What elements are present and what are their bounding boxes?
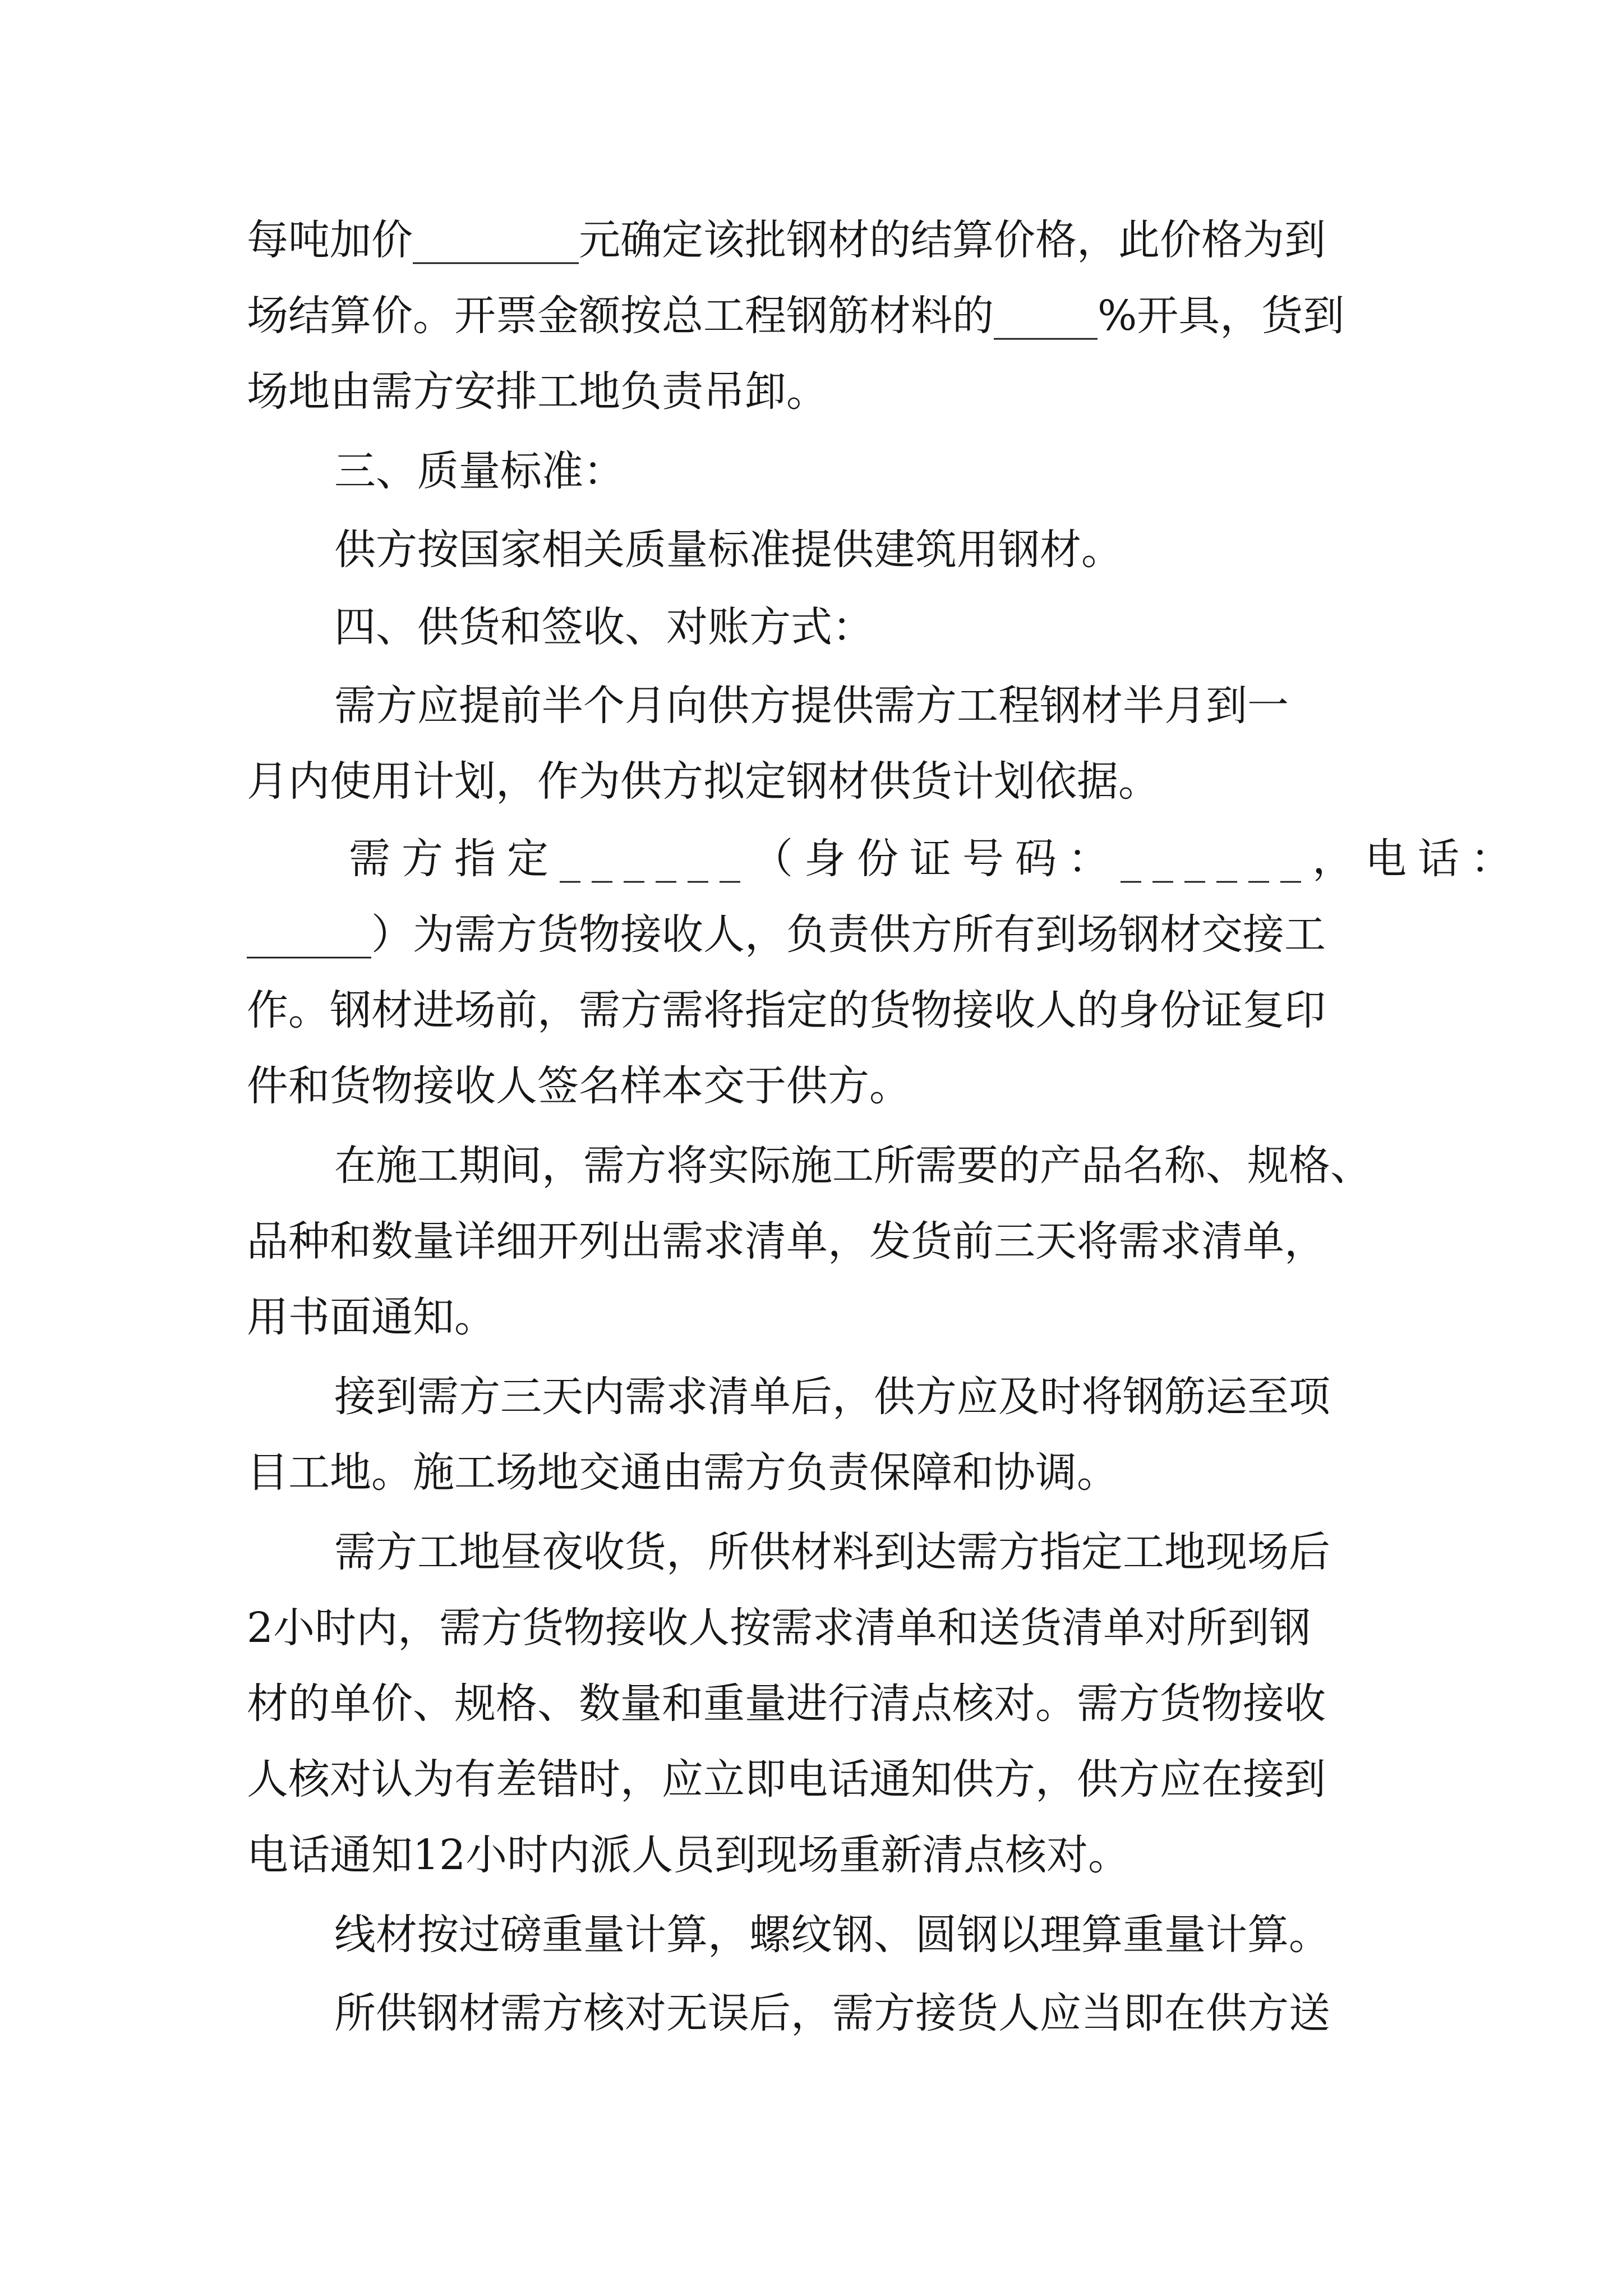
paragraph-line: 在施工期间，需方将实际施工所需要的产品名称、规格、 xyxy=(334,1142,1372,1190)
paragraph-line: ______）为需方货物接收人，负责供方所有到场钢材交接工 xyxy=(247,910,1326,959)
paragraph-line: 线材按过磅重量计算，螺纹钢、圆钢以理算重量计算。 xyxy=(334,1911,1330,1959)
paragraph-line: 作。钢材进场前，需方需将指定的货物接收人的身份证复印 xyxy=(247,986,1326,1034)
paragraph-line: 需方指定______（身份证号码：______，电话： xyxy=(349,835,1523,883)
paragraph-line: 供方按国家相关质量标准提供建筑用钢材。 xyxy=(334,526,1123,574)
paragraph-line: 需方工地昼夜收货，所供材料到达需方指定工地现场后 xyxy=(334,1528,1330,1576)
paragraph-line: 场结算价。开票金额按总工程钢筋材料的_____%开具，货到 xyxy=(247,292,1345,340)
paragraph-line: 每吨加价________元确定该批钢材的结算价格，此价格为到 xyxy=(247,216,1326,264)
paragraph-line: 品种和数量详细开列出需求清单，发货前三天将需求清单， xyxy=(247,1217,1326,1266)
section-heading: 三、质量标准： xyxy=(334,447,625,495)
paragraph-line: 电话通知12小时内派人员到现场重新清点核对。 xyxy=(247,1831,1130,1879)
paragraph-line: 场地由需方安排工地负责吊卸。 xyxy=(247,367,828,416)
paragraph-line: 人核对认为有差错时，应立即电话通知供方，供方应在接到 xyxy=(247,1755,1326,1803)
paragraph-line: 材的单价、规格、数量和重量进行清点核对。需方货物接收 xyxy=(247,1680,1326,1728)
paragraph-line: 件和货物接收人签名样本交于供方。 xyxy=(247,1062,911,1110)
paragraph-line: 接到需方三天内需求清单后，供方应及时将钢筋运至项 xyxy=(334,1373,1330,1421)
paragraph-line: 月内使用计划，作为供方拟定钢材供货计划依据。 xyxy=(247,757,1160,806)
paragraph-line: 用书面通知。 xyxy=(247,1293,496,1341)
section-heading: 四、供货和签收、对账方式： xyxy=(334,603,874,651)
paragraph-line: 所供钢材需方核对无误后，需方接货人应当即在供方送 xyxy=(334,1989,1330,2037)
paragraph-line: 2小时内，需方货物接收人按需求清单和送货清单对所到钢 xyxy=(247,1604,1311,1652)
paragraph-line: 需方应提前半个月向供方提供需方工程钢材半月到一 xyxy=(334,682,1289,730)
paragraph-line: 目工地。施工场地交通由需方负责保障和协调。 xyxy=(247,1448,1118,1497)
